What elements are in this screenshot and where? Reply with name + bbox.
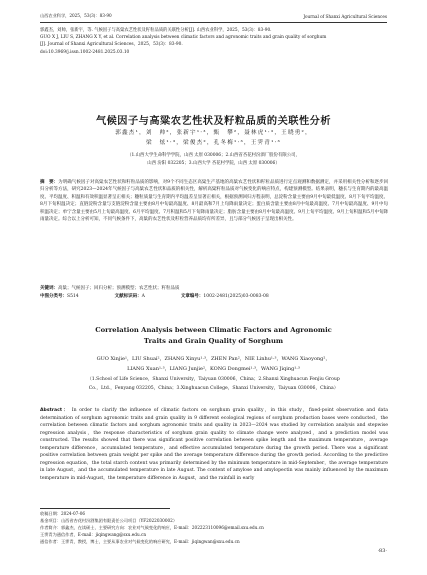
running-header (40, 11, 387, 21)
citation-line-3: [J]. Journal of Shanxi Agricultural Sciences，2025，53(3)：83-90. (40, 42, 183, 47)
authors-cn-line-1: 郭鑫杰¹，刘 帅²，张新宇¹·³，甄 攀²，聂林虎¹·³，王晓勇²， (115, 130, 312, 136)
keywords-cn-text: 高粱；气候因子；回归分析；预测模型；农艺性状；籽粒品质 (58, 286, 180, 291)
abstract-en (40, 407, 388, 482)
abstract-en-label: Abstract： (40, 408, 70, 413)
abstract-cn (40, 179, 388, 223)
affiliations-en-line-2: Co.，Ltd.，Fenyang 032205，China；3.Xinghuacun College，Shanxi University，Taiyuan 030006，China） (88, 385, 339, 391)
title-en-line-1: Correlation Analysis between Climatic Factors and Agronomic (95, 326, 332, 334)
classification-line (40, 293, 388, 299)
keywords-cn-label: 关键词： (40, 286, 58, 291)
title-cn: 气候因子与高粱农艺性状及籽粒品质的关联性分析 (95, 116, 332, 127)
header-rule (40, 22, 387, 23)
affiliations-cn-line-2: 山西 汾阳 032205；3.山西大学 杏花村学院，山西 太原 030006） (147, 161, 280, 166)
authors-en-line-2: LIANG Xuan¹·³，LIANG Junjie²，KONG Dongmei¹·³，WANG Jiqing¹·³ (127, 366, 300, 372)
footnote-fund: 基金项目：山西省杏花村汾酒集团有限责任公司项目（YF2022030002） (40, 518, 178, 523)
title-en-line-2: Traits and Grain Quality of Sorghum (143, 337, 284, 345)
header-journal-en: Journal of Shanxi Agricultural Sciences (303, 13, 387, 19)
abstract-cn-label: 摘 要： (40, 180, 59, 185)
keywords-cn (40, 285, 388, 292)
clc-number: 中图分类号：S514 (40, 294, 79, 299)
authors-cn-line-2: 梁 炫¹·³，梁俊杰²，孔冬梅¹·³，王霁青¹·³ (146, 140, 281, 146)
abstract-cn-text: 为明确气候因子对高粱农艺性状和籽粒品质的影响，对9个不同生态区高粱生产基地的高粱农艺性状和籽粒品质进行定点观测和数据测定，并采用相关性分析和逐步回归分析等方法，研究2023—2024年气候因子与高粱农艺性状和品质的相关性，解析高粱籽粒品质对气候变化的响应特点，构建预测模型。结果表明，穗长与生育期内的最高温度、平均温度、积温和有效积温显著呈正相关；穗粒质量与生育期内平均温差呈显著正相关，根据预测回归方程表明，总淀粉含量主要由9月中旬最低温度、8月下旬平均温度、8月下旬积温决定；直链淀粉含量与支链淀粉含量主要由8月中旬最高温度、8月最高和7月上旬降雨量决定；蛋白质含量主要由8月中旬最高温度、7月中旬最高温度、9月中旬积温决定；单宁含量主要由5月上旬最高温度、6月平均温度、7月积温和5月下旬降雨量决定；脂肪含量主要由8月中旬最高温度、9月上旬平均温度、9月上旬积温和5月中旬降雨量决定。综合以上分析可知，不同气候条件下，高粱的农艺性状及籽粒营养品质均有所差异，且与部分气候因子呈现出相关性。 (40, 180, 389, 223)
footnote-received: 收稿日期：2024-07-06 (40, 511, 86, 516)
abstract-en-text: In order to clarify the influence of climatic factors on sorghum grain quality，in this study，fixed-point observation and data determination of sorghum agronomic traits and grain quality in 9 different ecological regions of sorghum production bases were conducted，the correlation between climatic factors and sorghum agronomic traits and quality in 2023—2024 was studied by correlation analysis and stepwise regression analysis，the response characteristics of sorghum grain quality to climate change were analyzed，and a prediction model was constructed. The results showed that there was significant positive correlation between spike length and the maximum temperature，average temperature difference，accumulated temperature，and effective accumulated temperature during the growth period. There was a significant positive correlation between grain weight per spike and the average temperature difference during the growth period. According to the predictive regression equation，the total starch content was primarily determined by the minimum temperature in mid-September，the average temperature in late August，and the accumulated temperature in late August. The content of amylose and amylopectin was mainly influenced by the maximum temperature in mid-August，the temperature difference in August，and the rainfall in early (40, 408, 388, 481)
authors-en-line-1: GUO Xinjie¹，LIU Shuai²，ZHANG Xinyu¹·³，ZHEN Pan²，NIE Linhu¹·³，WANG Xiaoyong²， (96, 356, 331, 362)
affiliations-en (0, 376, 427, 393)
footnote-corresponding: 通信作者：王霁青，教授，博士，主要从事农业对气候变化的响应研究，E-mail：jiqingwan@sxu.edu.cn (40, 539, 240, 544)
citation-line-2: GUO X J, LIU S, ZHANG X Y, et al. Correlation analysis between climatic factors and agronomic traits and grain quality of sorghum (40, 35, 327, 40)
document-code: 文献标识码：A (114, 294, 145, 299)
title-en (0, 325, 427, 347)
doi: doi:10.3969/j.issn.1002-2481.2025.03.10 (40, 50, 130, 55)
footnote-author-email: 王霁青为通信作者，E-mail：jiqingwang@sxu.edu.cn (40, 532, 147, 537)
footnote-rule (40, 508, 170, 509)
citation-line-1: 郭鑫杰，刘帅，张新宇，等. 气候因子与高粱农艺性状及籽粒品质的关联性分析[J]. 山西农业科学，2025，53(3)：83-90. (40, 28, 272, 33)
page-number: ·83· (377, 548, 387, 554)
footnote-author: 作者简介：郭鑫杰，在读硕士，主要研究方向：农业对气候变化的响应，E-mail：202223110096@email.sxu.edu.cn (40, 525, 264, 530)
article-number: 文章编号：1002-2481(2025)03-0083-08 (180, 294, 269, 299)
affiliations-en-line-1: （1.School of Life Science，Shanxi University，Taiyuan 030006，China；2.Shanxi Xinghuacun Fenjiu Group (87, 377, 340, 382)
authors-en (0, 354, 427, 374)
affiliations-cn-line-1: （1.山西大学生命科学学院，山西 太原 030006；2.山西省杏花村汾酒厂股份有限公司， (127, 153, 300, 158)
header-journal-cn: 山西农业科学，2025，53(3)：83-90 (40, 13, 112, 18)
